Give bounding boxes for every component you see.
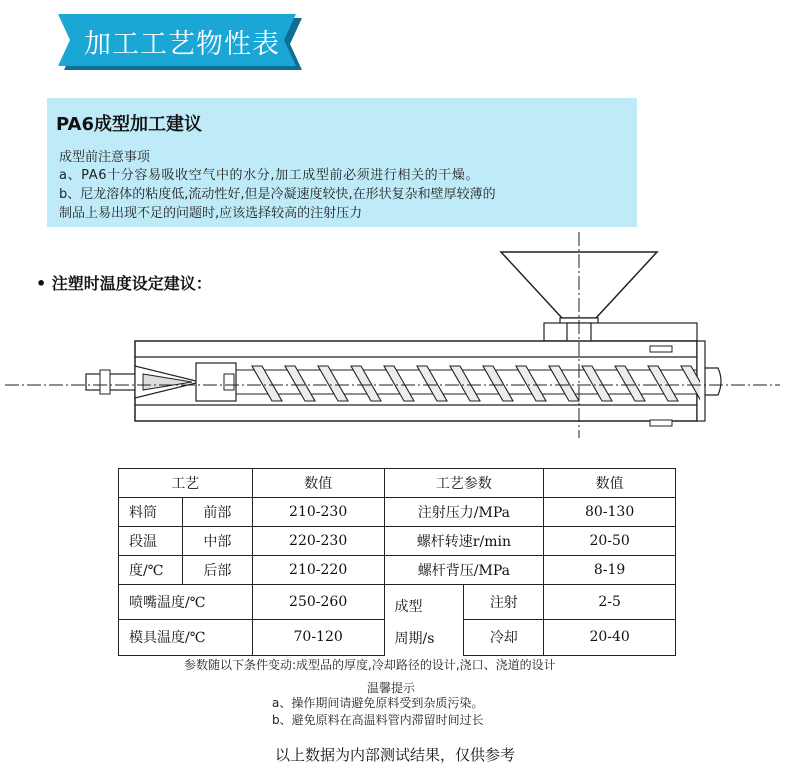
cycle-label-2: 周期/s <box>394 631 435 647</box>
inject-label: 注射 <box>464 585 544 620</box>
cool-label: 冷却 <box>464 620 544 655</box>
table-header-row <box>119 469 676 498</box>
table-row <box>119 556 676 585</box>
banner-title: 加工工艺物性表 <box>84 29 280 60</box>
inject-value: 2-5 <box>544 585 676 620</box>
parameter-label: 注射压力/MPa <box>384 498 544 527</box>
advice-line-b1: b、尼龙溶体的粘度低,流动性好,但是冷凝速度较快,在形状复杂和壁厚较薄的 <box>59 187 496 202</box>
parameter-label: 螺杆转速r/min <box>384 527 544 556</box>
parameter-value: 20-50 <box>544 527 676 556</box>
advice-title: PA6成型加工建议 <box>56 114 202 135</box>
zone-label: 度/℃ <box>119 556 183 585</box>
parameter-value: 80-130 <box>544 498 676 527</box>
advice-line-a: a、PA6十分容易吸收空气中的水分,加工成型前必须进行相关的干燥。 <box>59 168 480 183</box>
table-row <box>119 585 676 620</box>
cycle-label-1: 成型 <box>394 599 423 615</box>
table-row <box>119 527 676 556</box>
zone-value: 210-220 <box>252 556 384 585</box>
cool-value: 20-40 <box>544 620 676 655</box>
zone-value: 220-230 <box>252 527 384 556</box>
zone-position: 前部 <box>182 498 252 527</box>
nozzle-temp-label: 喷嘴温度/℃ <box>119 585 253 620</box>
header-value: 数值 <box>252 469 384 498</box>
mold-temp-value: 70-120 <box>252 620 384 655</box>
header-process: 工艺 <box>119 469 253 498</box>
header-value-2: 数值 <box>544 469 676 498</box>
advice-subtitle: 成型前注意事项 <box>59 150 151 165</box>
zone-label: 段温 <box>119 527 183 556</box>
zone-label: 料筒 <box>119 498 183 527</box>
injection-machine-diagram <box>0 230 790 440</box>
parameter-label: 螺杆背压/MPa <box>384 556 544 585</box>
parameter-value: 8-19 <box>544 556 676 585</box>
cycle-label <box>384 585 464 656</box>
tip-a: a、操作期间请避免原料受到杂质污染。 <box>272 696 484 710</box>
nozzle-temp-value: 250-260 <box>252 585 384 620</box>
zone-value: 210-230 <box>252 498 384 527</box>
mold-temp-label: 模具温度/℃ <box>119 620 253 655</box>
zone-position: 中部 <box>182 527 252 556</box>
footer-disclaimer: 以上数据为内部测试结果，仅供参考 <box>274 746 515 764</box>
header-parameter: 工艺参数 <box>384 469 544 498</box>
tips-title: 温馨提示 <box>367 681 416 695</box>
temperature-heading: • 注塑时温度设定建议： <box>36 274 212 293</box>
screw-flight <box>714 366 744 401</box>
process-parameter-table <box>118 468 676 656</box>
variation-note: 参数随以下条件变动:成型品的厚度,冷却路径的设计,浇口、浇道的设计 <box>184 658 556 672</box>
advice-line-b2: 制品上易出现不足的问题时,应该选择较高的注射压力 <box>59 206 363 221</box>
zone-position: 后部 <box>182 556 252 585</box>
table-row <box>119 498 676 527</box>
tip-b: b、避免原料在高温料管内滞留时间过长 <box>272 713 484 727</box>
